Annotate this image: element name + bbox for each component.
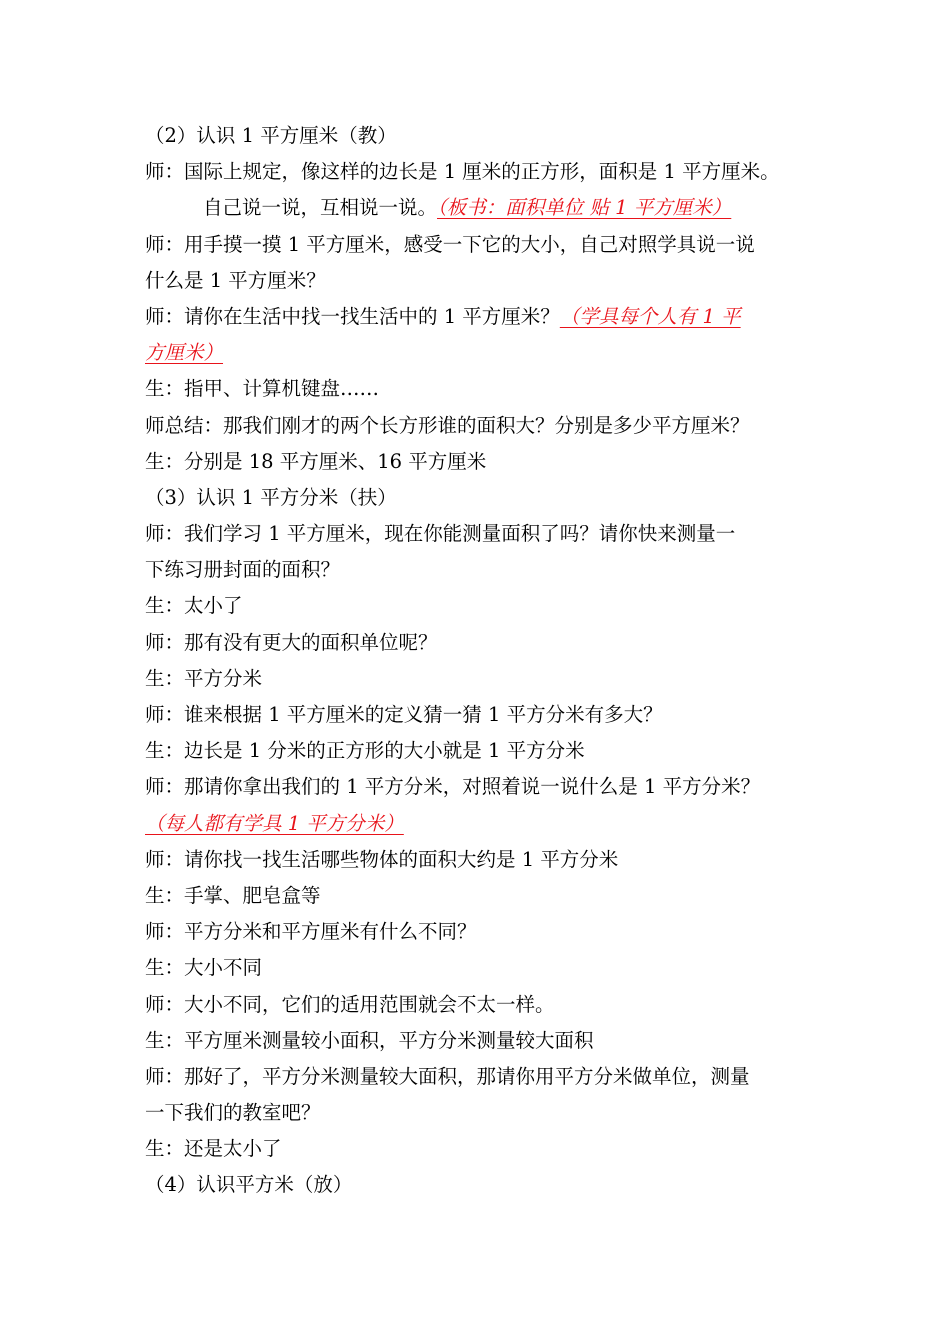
text-line: 师：那有没有更大的面积单位呢？ [145, 630, 438, 654]
text-line: 师总结：那我们刚才的两个长方形谁的面积大？分别是多少平方厘米？ [145, 413, 750, 437]
text-line: 生：指甲、计算机键盘…… [145, 377, 380, 401]
text-line: （3）认识 1 平方分米（扶） [145, 485, 397, 509]
text-line: 师：那请你拿出我们的 1 平方分米，对照着说一说什么是 1 平方分米？ [145, 775, 761, 799]
text-line: 师：那好了，平方分米测量较大面积，那请你用平方分米做单位，测量 [145, 1064, 750, 1088]
annotation-red: （学具每个人有 1 平 [559, 304, 741, 328]
text-line: 师：用手摸一摸 1 平方厘米，感受一下它的大小，自己对照学具说一说 [145, 232, 755, 256]
text-line: 什么是 1 平方厘米？ [145, 268, 326, 292]
text-line: 生：还是太小了 [145, 1137, 282, 1161]
text-line: 生：平方厘米测量较小面积，平方分米测量较大面积 [145, 1028, 594, 1052]
text-line: 师：大小不同，它们的适用范围就会不太一样。 [145, 992, 555, 1016]
line-text: 师：请你在生活中找一找生活中的 1 平方厘米？ [145, 304, 560, 328]
text-line: 师：我们学习 1 平方厘米，现在你能测量面积了吗？请你快来测量一 [145, 522, 736, 546]
text-line: 师：国际上规定，像这样的边长是 1 厘米的正方形，面积是 1 平方厘米。 [145, 160, 780, 184]
text-line [145, 806, 825, 842]
line-text: 自己说一说，互相说一说。 [203, 196, 438, 220]
text-line [145, 299, 825, 335]
text-line: 生：平方分米 [145, 666, 263, 690]
text-line [145, 335, 825, 371]
text-line: 生：分别是 18 平方厘米、16 平方厘米 [145, 449, 487, 473]
annotation-red: （板书：面积单位 贴 1 平方厘米） [437, 196, 732, 220]
text-line: 师：谁来根据 1 平方厘米的定义猜一猜 1 平方分米有多大？ [145, 703, 663, 726]
text-line: （4）认识平方米（放） [145, 1173, 353, 1197]
text-line: 下练习册封面的面积？ [145, 558, 341, 582]
text-line: 生：手掌、肥皂盒等 [145, 883, 321, 907]
annotation-red: 方厘米） [145, 341, 224, 365]
text-line: 生：大小不同 [145, 956, 263, 980]
annotation-red: （每人都有学具 1 平方分米） [145, 811, 404, 835]
text-line: 师：平方分米和平方厘米有什么不同？ [145, 920, 477, 944]
document-page [145, 118, 825, 1204]
text-line: 生：太小了 [145, 594, 243, 618]
text-line: 生：边长是 1 分米的正方形的大小就是 1 平方分米 [145, 739, 585, 763]
text-line [145, 190, 825, 226]
text-line: 师：请你找一找生活哪些物体的面积大约是 1 平方分米 [145, 847, 619, 871]
text-line: （2）认识 1 平方厘米（教） [145, 124, 397, 147]
text-line: 一下我们的教室吧？ [145, 1101, 321, 1125]
